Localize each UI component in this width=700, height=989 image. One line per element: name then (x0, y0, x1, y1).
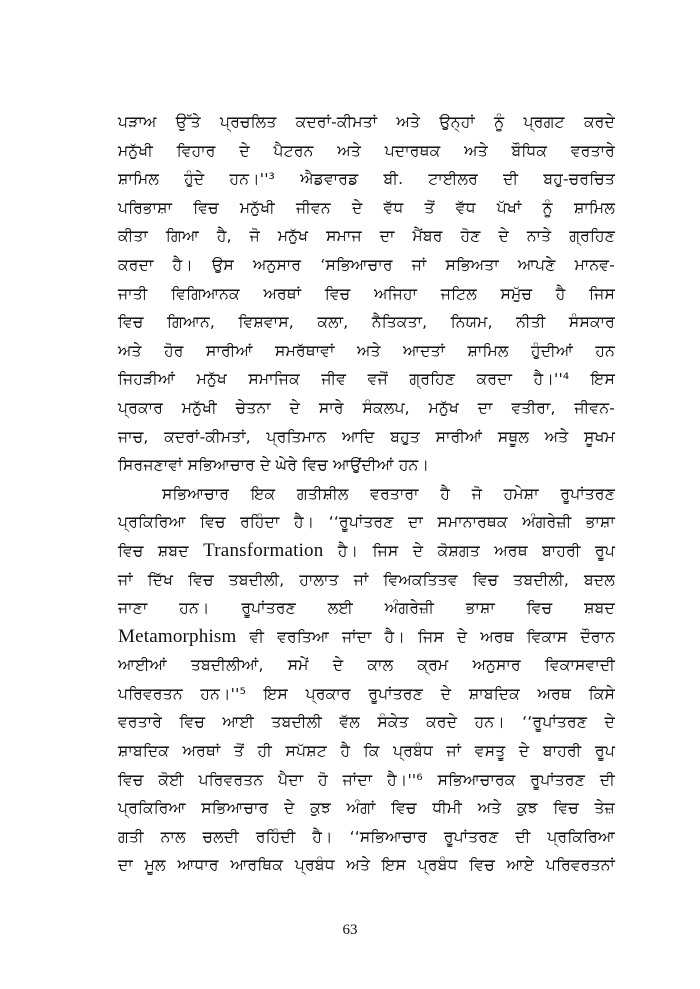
text-line: ਸਭਿਆਚਾਰ ਇਕ ਗਤੀਸ਼ੀਲ ਵਰਤਾਰਾ ਹੈ ਜੋ ਹਮੇਸ਼ਾ ਰੂਪਾਂਤਰਣ (162, 484, 615, 503)
text-line: ਪਰਿਭਾਸ਼ਾ ਵਿਚ ਮਨੁੱਖੀ ਜੀਵਨ ਦੇ ਵੱਧ ਤੋਂ ਵੱਧ ਪੱਖਾਂ ਨੂੰ ਸ਼ਾਮਿਲ (118, 198, 615, 217)
text-line: ਕਰਦਾ ਹੈ। ਉਸ ਅਨੁਸਾਰ ‘ਸਭਿਆਚਾਰ ਜਾਂ ਸਭਿਅਤਾ ਆਪਣੇ ਮਾਨਵ- (118, 255, 615, 274)
text-line: ਜਾਤੀ ਵਿਗਿਆਨਕ ਅਰਥਾਂ ਵਿਚ ਅਜਿਹਾ ਜਟਿਲ ਸਮੁੱਚ ਹੈ ਜਿਸ (118, 284, 615, 303)
english-term: Transformation (203, 539, 324, 561)
text-line: ਸ਼ਾਮਿਲ ਹੁੰਦੇ ਹਨ।''³ ਐਡਵਾਰਡ ਬੀ. ਟਾਈਲਰ ਦੀ ਬਹੁ-ਚਰਚਿਤ (118, 170, 615, 189)
text-line: ਪਰਿਵਰਤਨ ਹਨ।''⁵ ਇਸ ਪ੍ਰਕਾਰ ਰੂਪਾਂਤਰਣ ਦੇ ਸ਼ਾਬਦਿਕ ਅਰਥ ਕਿਸੇ (118, 684, 615, 703)
english-term: Metamorphism (118, 625, 237, 647)
text-line: ਸ਼ਾਬਦਿਕ ਅਰਥਾਂ ਤੋਂ ਹੀ ਸਪੱਸ਼ਟ ਹੈ ਕਿ ਪ੍ਰਬੰਧ ਜਾਂ ਵਸਤੂ ਦੇ ਬਾਹਰੀ ਰੂਪ (118, 742, 615, 761)
text-line: ਜਿਹੜੀਆਂ ਮਨੁੱਖ ਸਮਾਜਿਕ ਜੀਵ ਵਜੋਂ ਗ੍ਰਹਿਣ ਕਰਦਾ ਹੈ।''⁴ ਇਸ (118, 370, 615, 389)
page-number: 63 (342, 922, 358, 938)
text-line: ਵਿਚ ਗਿਆਨ, ਵਿਸ਼ਵਾਸ, ਕਲਾ, ਨੈਤਿਕਤਾ, ਨਿਯਮ, ਨੀਤੀ ਸੰਸਕਾਰ (118, 313, 615, 332)
text-line: ਵਿਚ ਕੋਈ ਪਰਿਵਰਤਨ ਪੈਦਾ ਹੋ ਜਾਂਦਾ ਹੈ।''⁶ ਸਭਿਆਚਾਰਕ ਰੂਪਾਂਤਰਣ ਦੀ (118, 770, 615, 789)
paragraph-2 (118, 480, 615, 880)
text-line: ਜਾਚ, ਕਦਰਾਂ-ਕੀਮਤਾਂ, ਪ੍ਰਤਿਮਾਨ ਆਦਿ ਬਹੁਤ ਸਾਰੀਆਂ ਸਥੂਲ ਅਤੇ ਸੂਖਮ (118, 427, 615, 446)
text-line: Metamorphism ਵੀ ਵਰਤਿਆ ਜਾਂਦਾ ਹੈ। ਜਿਸ ਦੇ ਅਰਥ ਵਿਕਾਸ ਦੌਰਾਨ (118, 625, 615, 647)
text-line: ਦਾ ਮੂਲ ਆਧਾਰ ਆਰਥਿਕ ਪ੍ਰਬੰਧ ਅਤੇ ਇਸ ਪ੍ਰਬੰਧ ਵਿਚ ਆਏ ਪਰਿਵਰਤਨਾਂ (118, 856, 615, 875)
text-line: ਪ੍ਰਕਿਰਿਆ ਵਿਚ ਰਹਿੰਦਾ ਹੈ। ‘‘ਰੂਪਾਂਤਰਣ ਦਾ ਸਮਾਨਾਰਥਕ ਅੰਗਰੇਜ਼ੀ ਭਾਸ਼ਾ (118, 513, 615, 532)
paragraph-1 (118, 108, 615, 480)
text-line: ਪ੍ਰਕਾਰ ਮਨੁੱਖੀ ਚੇਤਨਾ ਦੇ ਸਾਰੇ ਸੰਕਲਪ, ਮਨੁੱਖ ਦਾ ਵਤੀਰਾ, ਜੀਵਨ- (118, 398, 615, 417)
text-line: ਆਈਆਂ ਤਬਦੀਲੀਆਂ, ਸਮੇਂ ਦੇ ਕਾਲ ਕ੍ਰਮ ਅਨੁਸਾਰ ਵਿਕਾਸਵਾਦੀ (118, 656, 615, 675)
text-line: ਵਰਤਾਰੇ ਵਿਚ ਆਈ ਤਬਦੀਲੀ ਵੱਲ ਸੰਕੇਤ ਕਰਦੇ ਹਨ। ‘‘ਰੂਪਾਂਤਰਣ ਦੇ (118, 713, 615, 732)
text-line: ਪ੍ਰਕਿਰਿਆ ਸਭਿਆਚਾਰ ਦੇ ਕੁਝ ਅੰਗਾਂ ਵਿਚ ਧੀਮੀ ਅਤੇ ਕੁਝ ਵਿਚ ਤੇਜ਼ (118, 799, 615, 818)
text-line: ਅਤੇ ਹੋਰ ਸਾਰੀਆਂ ਸਮਰੱਥਾਵਾਂ ਅਤੇ ਆਦਤਾਂ ਸ਼ਾਮਿਲ ਹੁੰਦੀਆਂ ਹਨ (118, 341, 615, 360)
text-line: ਸਿਰਜਣਾਵਾਂ ਸਭਿਆਚਾਰ ਦੇ ਘੇਰੇ ਵਿਚ ਆਉਂਦੀਆਂ ਹਨ। (118, 456, 430, 475)
text-line: ਜਾਣਾ ਹਨ। ਰੂਪਾਂਤਰਣ ਲਈ ਅੰਗਰੇਜ਼ੀ ਭਾਸ਼ਾ ਵਿਚ ਸ਼ਬਦ (118, 599, 615, 618)
text-line: ਮਨੁੱਖੀ ਵਿਹਾਰ ਦੇ ਪੈਟਰਨ ਅਤੇ ਪਦਾਰਥਕ ਅਤੇ ਬੌਧਿਕ ਵਰਤਾਰੇ (118, 141, 615, 160)
text-line: ਗਤੀ ਨਾਲ ਚਲਦੀ ਰਹਿੰਦੀ ਹੈ। ‘‘ਸਭਿਆਚਾਰ ਰੂਪਾਂਤਰਣ ਦੀ ਪ੍ਰਕਿਰਿਆ (118, 827, 615, 846)
text-line: ਜਾਂ ਦਿੱਖ ਵਿਚ ਤਬਦੀਲੀ, ਹਾਲਾਤ ਜਾਂ ਵਿਅਕਤਿਤਵ ਵਿਚ ਤਬਦੀਲੀ, ਬਦਲ (118, 570, 615, 589)
text-line: ਪੜਾਅ ਉੱਤੇ ਪ੍ਰਚਲਿਤ ਕਦਰਾਂ-ਕੀਮਤਾਂ ਅਤੇ ਉਨ੍ਹਾਂ ਨੂੰ ਪ੍ਰਗਟ ਕਰਦੇ (118, 113, 615, 131)
text-line: ਕੀਤਾ ਗਿਆ ਹੈ, ਜੋ ਮਨੁੱਖ ਸਮਾਜ ਦਾ ਮੈਂਬਰ ਹੋਣ ਦੇ ਨਾਤੇ ਗ੍ਰਹਿਣ (118, 227, 615, 246)
body-text (118, 108, 615, 880)
text-line: ਵਿਚ ਸ਼ਬਦ Transformation ਹੈ। ਜਿਸ ਦੇ ਕੋਸ਼ਗਤ ਅਰਥ ਬਾਹਰੀ ਰੂਪ (118, 539, 615, 561)
